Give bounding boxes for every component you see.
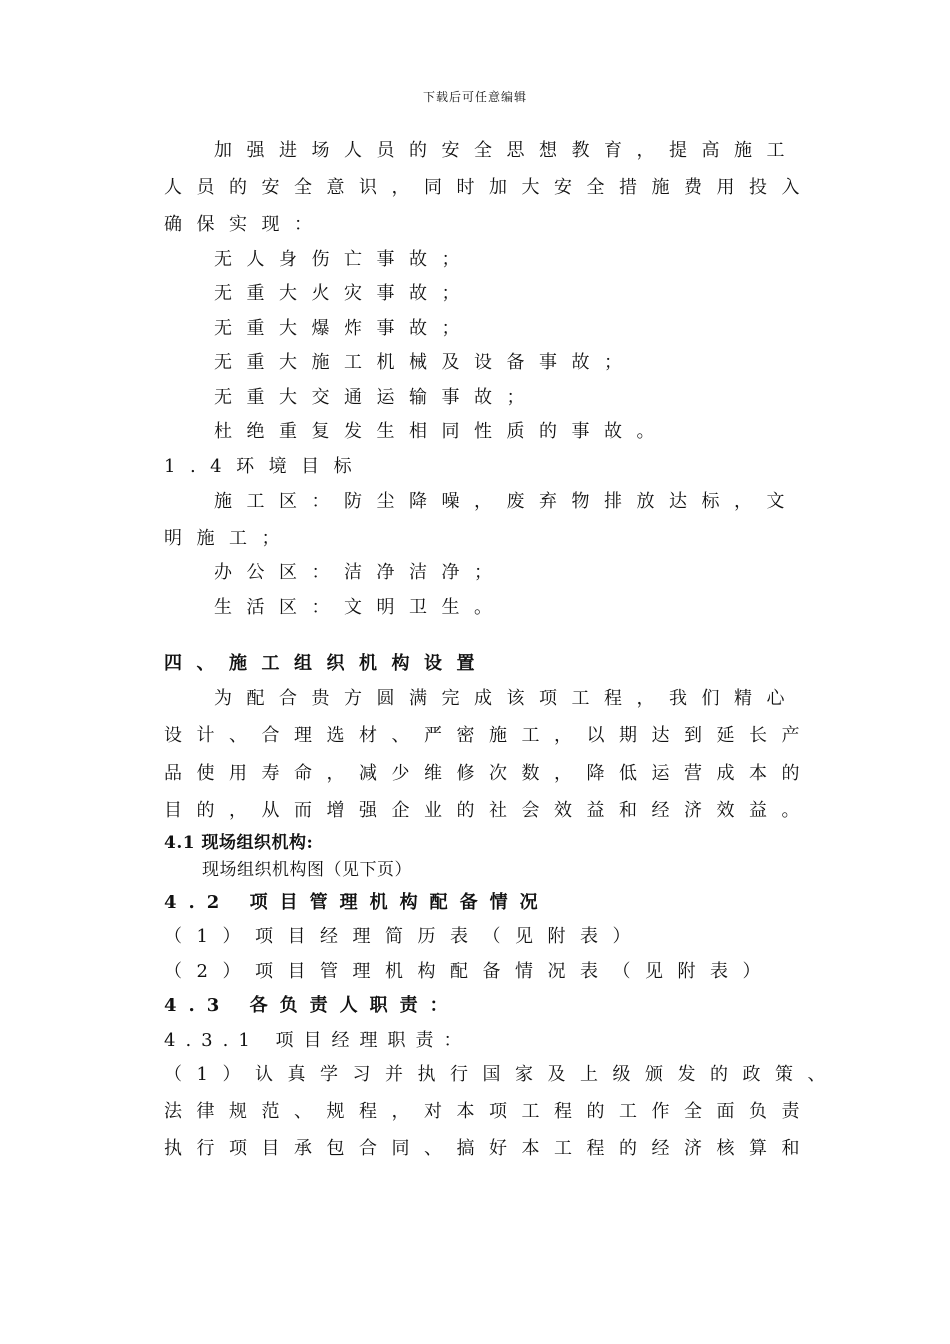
list-item: 无重大火灾事故； xyxy=(214,283,474,304)
page-header: 下载后可任意编辑 xyxy=(422,90,527,104)
list-item: （1）项目经理简历表（见附表） xyxy=(164,926,645,947)
paragraph-line: 执行项目承包合同、搞好本工程的经济核算和 xyxy=(164,1138,814,1159)
list-item: （2）项目管理机构配备情况表（见附表） xyxy=(164,961,775,982)
list-item: 无重大爆炸事故； xyxy=(214,318,474,339)
section-heading-1-4: 1.4环境目标 xyxy=(164,456,367,477)
section-heading-4-1: 4.1 现场组织机构: xyxy=(164,833,314,853)
list-item: 生活区：文明卫生。 xyxy=(214,597,507,618)
paragraph-line: 施工区：防尘降噪，废弃物排放达标，文 xyxy=(214,491,799,512)
list-item: 无重大施工机械及设备事故； xyxy=(214,352,637,373)
list-item: 杜绝重复发生相同性质的事故。 xyxy=(214,421,669,442)
paragraph-line: 法律规范、规程，对本项工程的工作全面负责 xyxy=(164,1101,814,1122)
paragraph-line: 为配合贵方圆满完成该项工程，我们精心 xyxy=(214,688,799,709)
list-item: 无重大交通运输事故； xyxy=(214,387,539,408)
section-heading-4-2: 4.2 项目管理机构配备情况 xyxy=(164,892,550,913)
paragraph-line: 人员的安全意识，同时加大安全措施费用投入 xyxy=(164,177,814,198)
paragraph-line: 加强进场人员的安全思想教育，提高施工 xyxy=(214,140,799,161)
paragraph-line: 现场组织机构图（见下页） xyxy=(202,860,412,880)
list-item: 无人身伤亡事故； xyxy=(214,249,474,270)
paragraph-line: 设计、合理选材、严密施工，以期达到延长产 xyxy=(164,725,814,746)
paragraph-line: 确保实现： xyxy=(164,214,327,235)
list-item: 办公区：洁净洁净； xyxy=(214,562,507,583)
paragraph-line: 明施工； xyxy=(164,528,294,549)
chapter-heading-4: 四、施工组织机构设置 xyxy=(164,653,489,674)
subsection-heading-4-3-1: 4.3.1 项目经理职责： xyxy=(164,1030,472,1051)
paragraph-line: 品使用寿命，减少维修次数，降低运营成本的 xyxy=(164,763,814,784)
section-heading-4-3: 4.3 各负责人职责： xyxy=(164,995,460,1016)
paragraph-line: 目的，从而增强企业的社会效益和经济效益。 xyxy=(164,800,814,821)
paragraph-line: （1）认真学习并执行国家及上级颁发的政策、 xyxy=(164,1064,840,1085)
